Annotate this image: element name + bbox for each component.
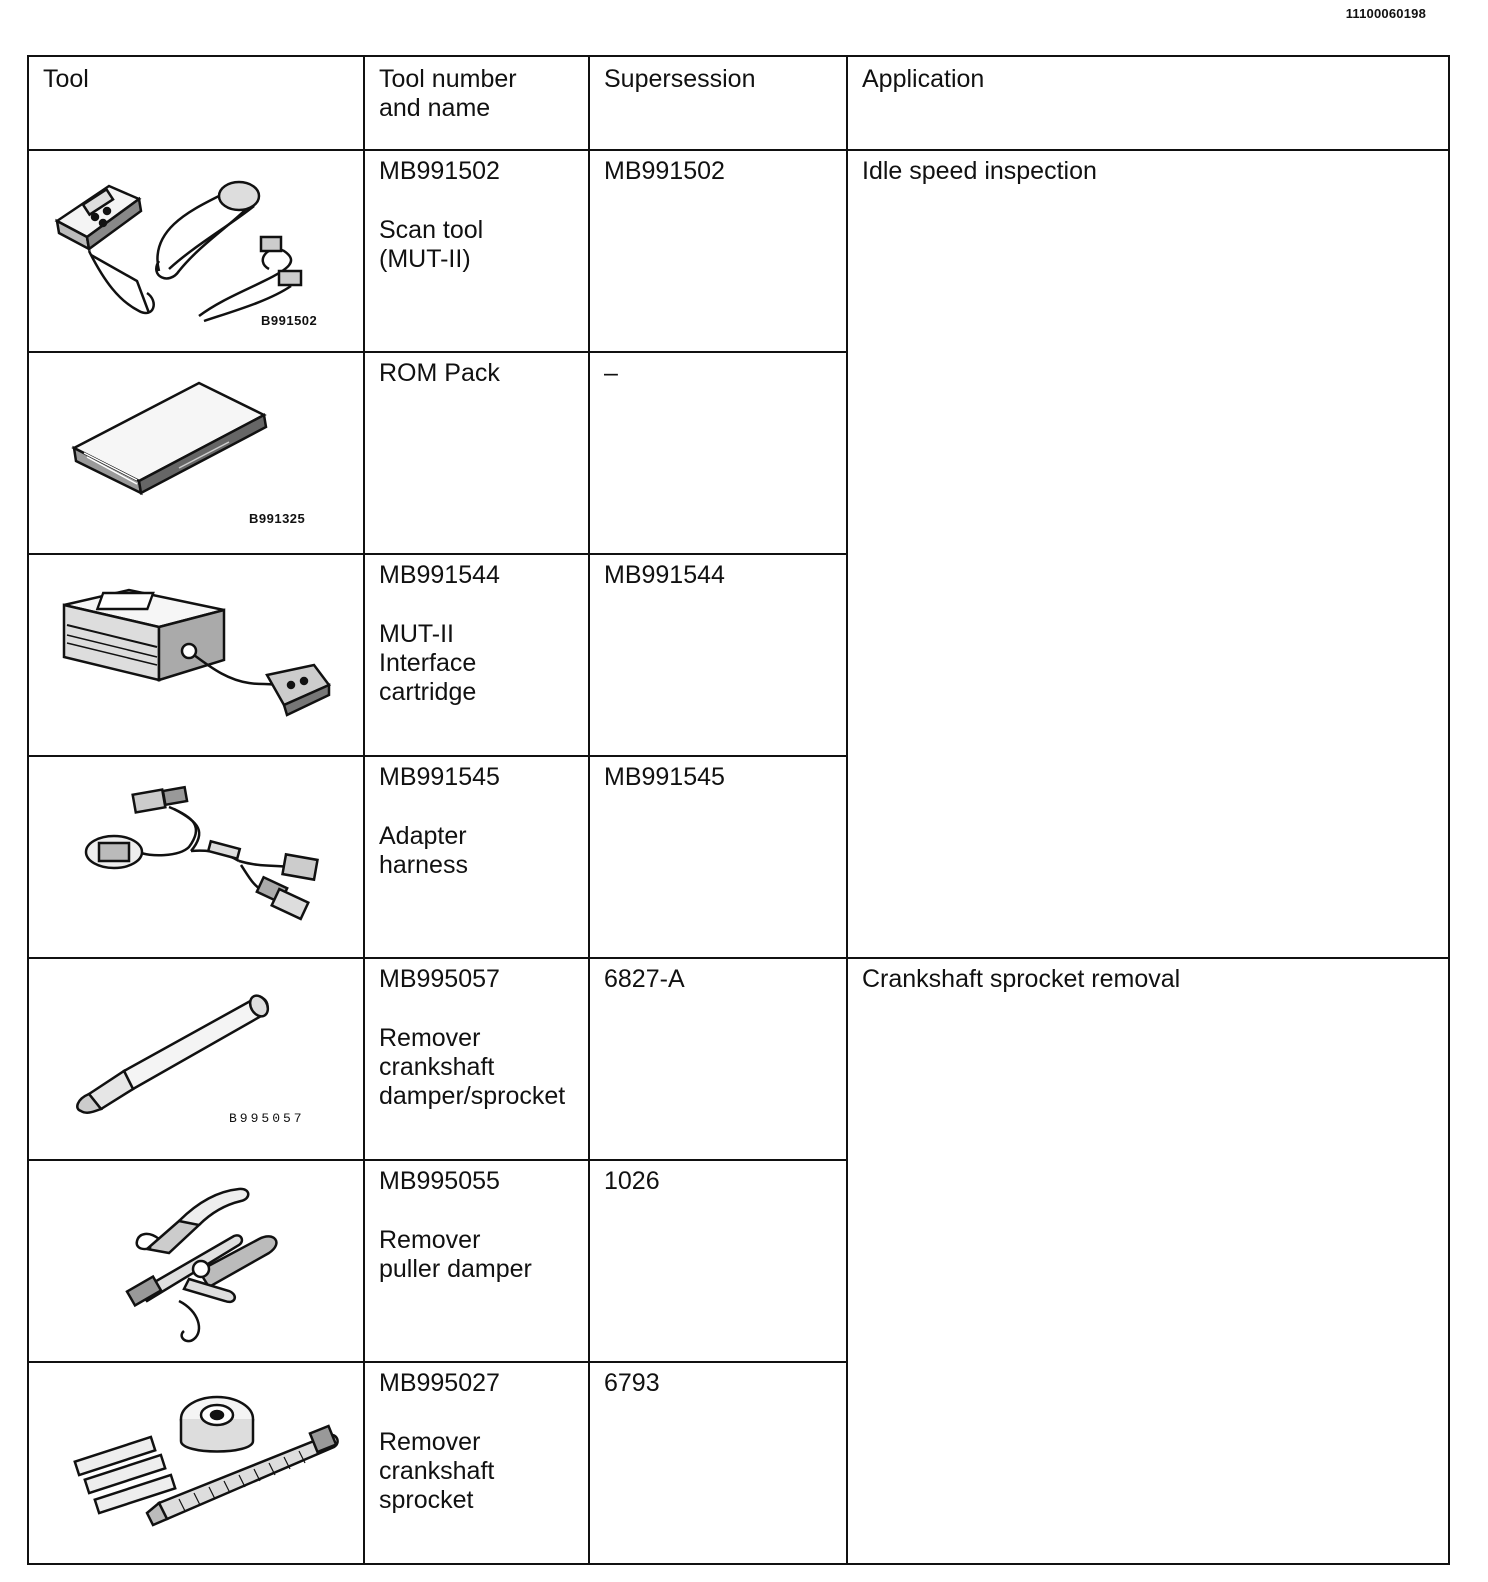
supersession-cell: 1026 [589,1160,847,1362]
tool-image-cell [28,756,364,958]
sprocket-remover-kit-icon [29,1363,365,1557]
supersession-cell: MB991544 [589,554,847,756]
table-row [28,150,1449,352]
tool-image-cell [28,958,364,1160]
special-tools-table [27,55,1450,1565]
tool-number-cell [364,554,589,756]
tool-number: MB991544 [379,561,500,589]
rom-pack-icon [29,353,365,547]
document-id: 11100060198 [1345,6,1426,21]
adapter-harness-icon [29,757,365,951]
tool-number: MB995055 [379,1167,500,1195]
header-tool: Tool [28,56,364,150]
application-cell: Idle speed inspection [847,150,1449,958]
tool-number-cell [364,958,589,1160]
tool-name: Remover puller damper [379,1226,532,1283]
tool-name: Remover crankshaft damper/sprocket [379,1024,566,1110]
supersession-cell: MB991502 [589,150,847,352]
header-row [28,56,1449,150]
tool-image-cell [28,352,364,554]
header-tool-number-and-name [364,56,589,150]
table-row [28,958,1449,1160]
image-code: B991502 [261,313,318,328]
header-tool-number-and-name-text: Tool number and name [379,65,517,122]
tool-name: Scan tool (MUT-II) [379,216,484,273]
tool-image-cell [28,554,364,756]
remover-shaft-icon [29,959,365,1153]
header-supersession: Supersession [589,56,847,150]
tool-number: MB991545 [379,763,500,791]
tool-name: Adapter harness [379,822,468,879]
tool-number: MB995027 [379,1369,500,1397]
tool-name: Remover crankshaft sprocket [379,1428,495,1514]
tool-number-cell [364,1362,589,1564]
supersession-cell: – [589,352,847,554]
tool-number: MB991502 [379,157,500,185]
tool-image-cell [28,1362,364,1564]
tool-name: MUT-II Interface cartridge [379,620,477,706]
tool-image-cell [28,150,364,352]
supersession-cell: 6827-A [589,958,847,1160]
tool-image-cell [28,1160,364,1362]
tool-number: ROM Pack [379,359,500,387]
tool-number: MB995057 [379,965,500,993]
supersession-cell: MB991545 [589,756,847,958]
interface-cartridge-icon [29,555,365,749]
image-code: B991325 [249,511,306,526]
application-cell: Crankshaft sprocket removal [847,958,1449,1564]
tool-number-cell [364,756,589,958]
tool-number-cell [364,352,589,554]
supersession-cell: 6793 [589,1362,847,1564]
tool-number-cell [364,1160,589,1362]
image-code: B995057 [229,1111,305,1126]
header-application: Application [847,56,1449,150]
puller-icon [29,1161,365,1355]
tool-number-cell [364,150,589,352]
